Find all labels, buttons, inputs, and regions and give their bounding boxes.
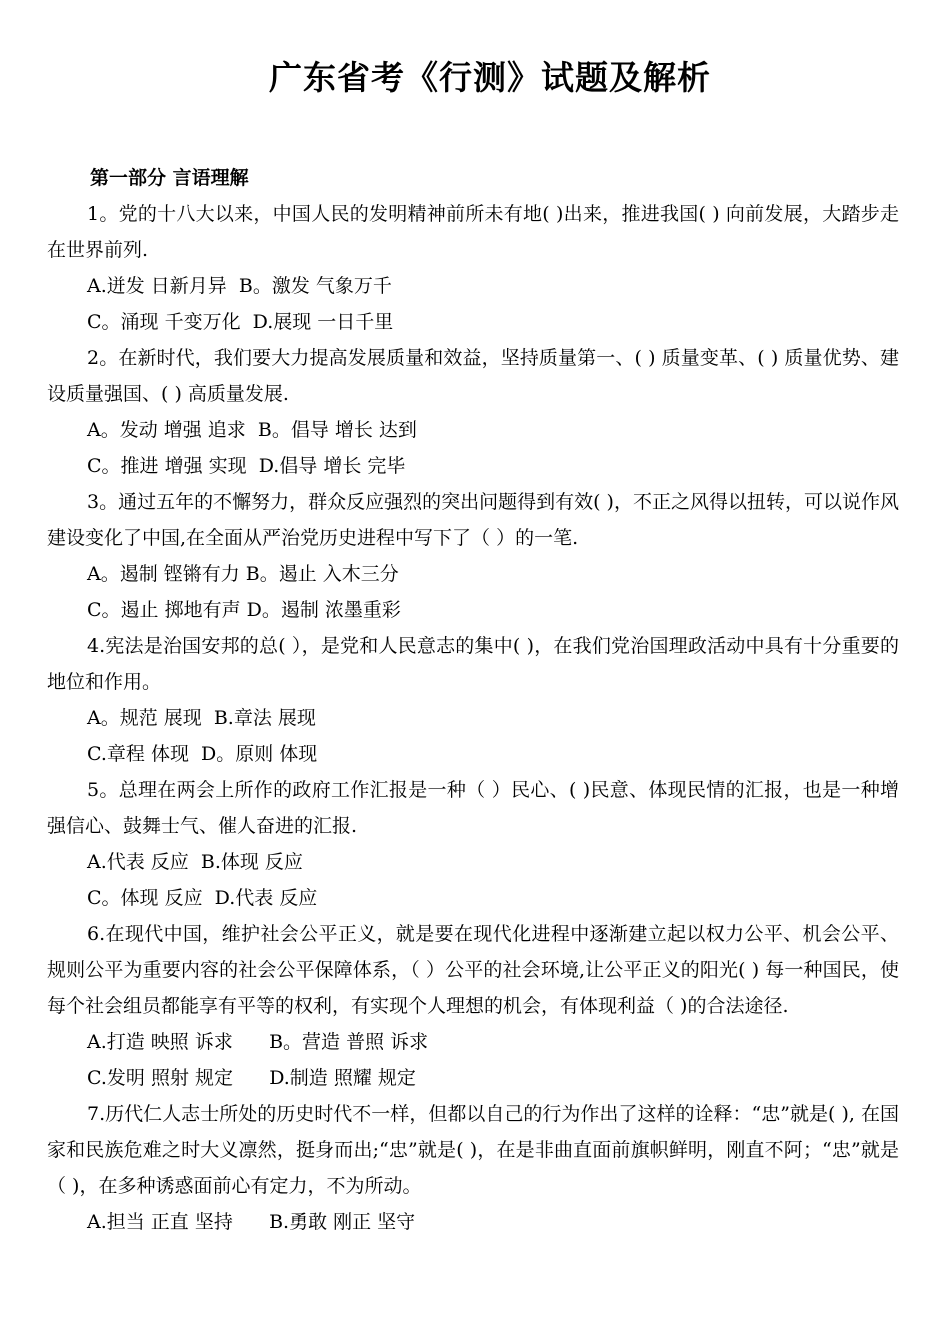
- question-options: C.发明 照射 规定 D.制造 照耀 规定: [87, 1067, 416, 1089]
- question-text: 6.在现代中国，维护社会公平正义，就是要在现代化进程中逐渐建立起以权力公平、机会公平、规则公平为重要内容的社会公平保障体系，（ ）公平的社会环境,让公平正义的阳光( ) 每一种国民，使每个社会组员都能享有平等的权利，有实现个人理想的机会，有体现利益（ )的合法途径.: [47, 923, 899, 1017]
- page-title: 广东省考《行测》试题及解析: [269, 58, 711, 97]
- question-options: A.打造 映照 诉求 B。营造 普照 诉求: [87, 1031, 429, 1053]
- question-options: A。规范 展现 B.章法 展现: [87, 707, 316, 729]
- question-options: C.章程 体现 D。原则 体现: [87, 743, 318, 765]
- question-options: A.担当 正直 坚持 B.勇敢 刚正 坚守: [87, 1211, 416, 1233]
- question-text: 7.历代仁人志士所处的历史时代不一样，但都以自己的行为作出了这样的诠释：“忠”就是( ), 在国家和民族危难之时大义凛然，挺身而出;“忠”就是( )，在是非曲直面前旗帜鲜明，刚直不阿；“忠”就是（ )，在多种诱惑面前心有定力，不为所动。: [47, 1103, 899, 1197]
- question-options: C。体现 反应 D.代表 反应: [87, 887, 318, 909]
- question-options: A.迸发 日新月异 B。激发 气象万千: [87, 275, 392, 297]
- question-options: C。涌现 千变万化 D.展现 一日千里: [87, 311, 394, 333]
- question-text: 2。在新时代，我们要大力提高发展质量和效益，坚持质量第一、( ) 质量变革、( ) 质量优势、建设质量强国、( ) 高质量发展.: [47, 347, 899, 405]
- question-text: 4.宪法是治国安邦的总( ），是党和人民意志的集中( )，在我们党治国理政活动中具有十分重要的地位和作用。: [47, 635, 899, 693]
- question-list: [47, 196, 899, 1240]
- question-text: 1。党的十八大以来，中国人民的发明精神前所未有地( )出来，推进我国( ) 向前发展，大踏步走在世界前列.: [47, 203, 899, 261]
- section-heading: 第一部分 言语理解: [90, 167, 249, 189]
- question-text: 5。总理在两会上所作的政府工作汇报是一种（ ）民心、( )民意、体现民情的汇报，也是一种增强信心、鼓舞士气、催人奋进的汇报.: [47, 779, 899, 837]
- question-options: A。遏制 铿锵有力 B。遏止 入木三分: [87, 563, 399, 585]
- question-options: A.代表 反应 B.体现 反应: [87, 851, 303, 873]
- question-options: A。发动 增强 追求 B。倡导 增长 达到: [87, 419, 417, 441]
- question-options: C。推进 增强 实现 D.倡导 增长 完毕: [87, 455, 406, 477]
- question-text: 3。通过五年的不懈努力，群众反应强烈的突出问题得到有效( )，不正之风得以扭转，可以说作风建设变化了中国,在全面从严治党历史进程中写下了（ ）的一笔.: [47, 491, 899, 549]
- question-options: C。遏止 掷地有声 D。遏制 浓墨重彩: [87, 599, 401, 621]
